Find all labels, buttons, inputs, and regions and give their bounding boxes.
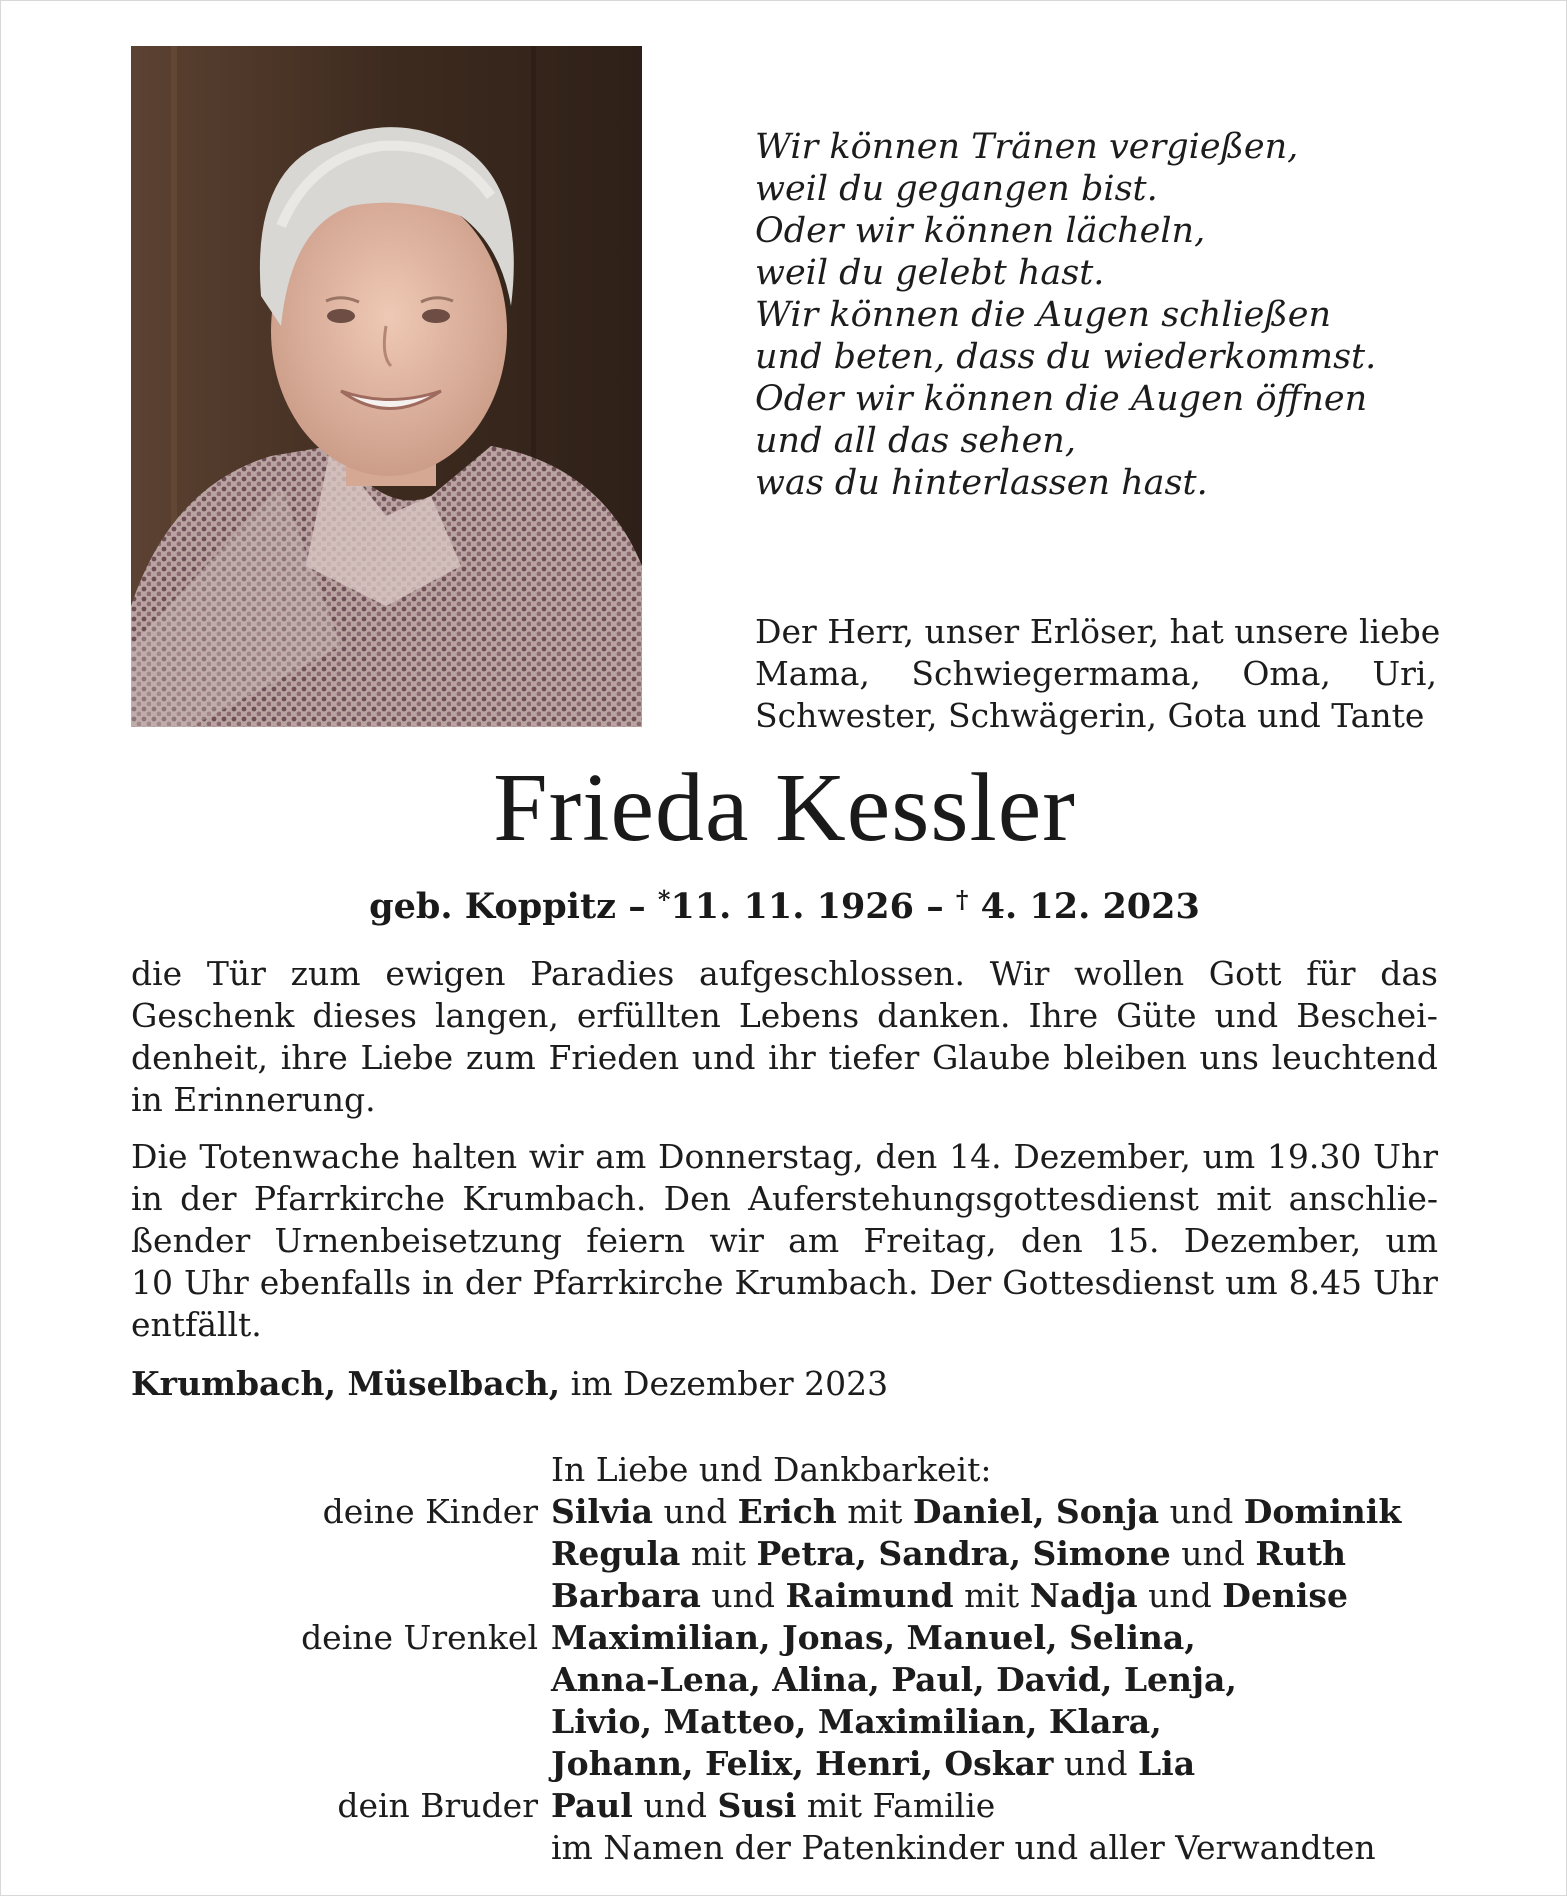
relation-label: deine Kinder [322, 1492, 538, 1531]
place-date [131, 1363, 1438, 1405]
connector: und [700, 1576, 786, 1615]
word: 15. [1107, 1221, 1160, 1260]
word: am [788, 1221, 840, 1260]
intro-text [755, 611, 1441, 737]
word: ihr [768, 1038, 816, 1077]
life-dates [1, 878, 1567, 929]
word: langen, [434, 996, 559, 1035]
word: Dezember, [1013, 1137, 1191, 1176]
paragraph-line [131, 1178, 1438, 1220]
portrait-photo [131, 46, 642, 727]
word: aufgeschlossen. [698, 954, 965, 993]
word: um [1225, 1263, 1278, 1302]
word: Krumbach. [734, 1263, 919, 1302]
word: Uhr [1373, 1263, 1438, 1302]
word: zum [465, 1038, 536, 1077]
word: mit [1216, 1179, 1272, 1218]
deceased-name: Frieda Kessler [493, 754, 1076, 862]
family-name: Petra, Sandra, Simone [756, 1534, 1171, 1573]
word: Liebe [360, 1038, 454, 1077]
word: Geschenk [131, 996, 295, 1035]
paragraph-line [131, 995, 1438, 1037]
word: Totenwache [199, 1137, 400, 1176]
word: 19.30 [1266, 1137, 1362, 1176]
word: leuchtend [1271, 1038, 1438, 1077]
family-row [1, 1617, 1567, 1659]
word: Uhr [183, 1263, 249, 1302]
poem [755, 126, 1515, 504]
family-name: Susi [717, 1786, 797, 1825]
word: Den [663, 1179, 731, 1218]
word: Der [929, 1263, 992, 1302]
birth-symbol: * [657, 885, 671, 914]
word: und [691, 1038, 756, 1077]
death-date: 4. 12. 2023 [968, 886, 1200, 927]
intro-line [755, 653, 1437, 695]
connector: und [1053, 1744, 1138, 1783]
family-name: Lia [1137, 1744, 1196, 1783]
word: die [131, 954, 183, 993]
word: feiern [586, 1221, 686, 1260]
family-names [551, 1491, 1401, 1533]
word: bleiben [1063, 1038, 1187, 1077]
word: Ihre [1028, 996, 1099, 1035]
word: Schwester, Schwägerin, Gota und Tante [755, 696, 1425, 735]
family-name: Barbara [551, 1576, 701, 1615]
death-symbol: † [955, 885, 969, 914]
word: Gottesdienst [1002, 1263, 1215, 1302]
word: Tür [206, 954, 266, 993]
word: wollen [1074, 954, 1185, 993]
word: erfüllten [576, 996, 721, 1035]
birth-date: 11. 11. 1926 [670, 886, 915, 927]
word: Die [131, 1137, 188, 1176]
word: Glaube [932, 1038, 1051, 1077]
family-row [1, 1701, 1567, 1743]
connector: mit [836, 1492, 913, 1531]
poem-line: und beten, dass du wiederkommst. [755, 337, 1377, 377]
word: um [1385, 1221, 1438, 1260]
word: ewigen [385, 954, 506, 993]
word: Beschei- [1296, 996, 1438, 1035]
family-row [1, 1659, 1567, 1701]
word: Güte [1116, 996, 1197, 1035]
word: Freitag, [863, 1221, 997, 1260]
family-name: Regula [551, 1534, 681, 1573]
intro-line [755, 695, 1437, 737]
dates-separator: – [914, 886, 956, 927]
places: Krumbach, Müselbach, [131, 1364, 561, 1403]
word: den [1020, 1221, 1083, 1260]
family-names [551, 1575, 1348, 1617]
word: uns [1199, 1038, 1259, 1077]
connector: und [653, 1492, 738, 1531]
family-row [1, 1785, 1567, 1827]
word: und [1214, 996, 1279, 1035]
word: Auferstehungsgottesdienst [748, 1179, 1199, 1218]
paragraph-line: entfällt. [131, 1305, 262, 1344]
poem-line: Wir können Tränen vergießen, [755, 127, 1299, 167]
family-name: Raimund [785, 1576, 954, 1615]
paragraph-line [131, 1262, 1438, 1304]
word: ßender [131, 1221, 251, 1260]
connector: und [1137, 1576, 1223, 1615]
date: im Dezember 2023 [560, 1364, 889, 1403]
paragraph-life [131, 953, 1438, 1121]
connector: mit [953, 1576, 1030, 1615]
word: dieses [312, 996, 417, 1035]
word: wir [709, 1221, 764, 1260]
word: Uhr [1373, 1137, 1438, 1176]
family-names [551, 1617, 1196, 1659]
word: anschlie- [1288, 1179, 1438, 1218]
word: Paradies [530, 954, 675, 993]
poem-line: Oder wir können lächeln, [755, 211, 1206, 251]
word: Pfarrkirche [253, 1179, 446, 1218]
connector: mit [680, 1534, 757, 1573]
word: für [1306, 954, 1356, 993]
word: 10 [131, 1263, 173, 1302]
family-name: Livio, Matteo, Maximilian, Klara, [551, 1702, 1162, 1741]
family-names [551, 1659, 1237, 1701]
relation-label: dein Bruder [337, 1786, 538, 1825]
word: Der Herr, unser Erlöser, hat unsere liebe [755, 612, 1441, 651]
word: der [464, 1263, 522, 1302]
signature-heading: In Liebe und Dankbarkeit: [551, 1450, 992, 1489]
word: Lebens [738, 996, 860, 1035]
family-name: Johann, Felix, Henri, Oskar [551, 1744, 1054, 1783]
closing-line: im Namen der Patenkinder und aller Verwandten [551, 1828, 1376, 1867]
connector: mit Familie [796, 1786, 996, 1825]
family-name: Maximilian, Jonas, Manuel, Selina, [551, 1618, 1196, 1657]
word: ebenfalls [259, 1263, 412, 1302]
word: um [1202, 1137, 1256, 1176]
word: Urnenbeisetzung [274, 1221, 563, 1260]
family-row [1, 1827, 1567, 1869]
portrait-illustration [131, 46, 642, 727]
poem-line: weil du gelebt hast. [755, 253, 1105, 293]
maiden-name: geb. Koppitz – [369, 886, 658, 927]
poem-line: weil du gegangen bist. [755, 169, 1158, 209]
poem-line: was du hinterlassen hast. [755, 463, 1208, 503]
word: das [1380, 954, 1438, 993]
word: tiefer [828, 1038, 920, 1077]
word: Krumbach. [462, 1179, 647, 1218]
word: Donnerstag, [658, 1137, 864, 1176]
family-name: Denise [1222, 1576, 1348, 1615]
word: ihre [280, 1038, 348, 1077]
word: 14. [949, 1137, 1002, 1176]
word: halten [411, 1137, 518, 1176]
family-row [1, 1491, 1567, 1533]
family-name: Ruth [1255, 1534, 1347, 1573]
word: wir [528, 1137, 584, 1176]
family-names [551, 1785, 995, 1827]
word: danken. [877, 996, 1011, 1035]
relation-label: deine Urenkel [301, 1618, 538, 1657]
paragraph-line [131, 1220, 1438, 1262]
paragraph-funeral [131, 1136, 1438, 1346]
family-name: Daniel, Sonja [912, 1492, 1160, 1531]
word: Dezember, [1183, 1221, 1362, 1260]
word: Oma, [1242, 654, 1331, 693]
family-name: Erich [737, 1492, 837, 1531]
paragraph-line [131, 1136, 1438, 1178]
intro-line [755, 611, 1441, 653]
word: Gott [1208, 954, 1282, 993]
word: Frieden [548, 1038, 680, 1077]
word: denheit, [131, 1038, 268, 1077]
connector: und [632, 1786, 718, 1825]
poem-line: und all das sehen, [755, 421, 1076, 461]
word: Uri, [1372, 654, 1437, 693]
family-row [1, 1743, 1567, 1785]
paragraph-line [131, 953, 1438, 995]
paragraph-line [131, 1037, 1438, 1079]
family-name: Paul [551, 1786, 633, 1825]
word: Pfarrkirche [532, 1263, 724, 1302]
word: Wir [989, 954, 1050, 993]
family-names [551, 1701, 1162, 1743]
word: zum [290, 954, 361, 993]
family-row [1, 1533, 1567, 1575]
family-name: Nadja [1029, 1576, 1138, 1615]
poem-line: Oder wir können die Augen öffnen [755, 379, 1368, 419]
word: den [875, 1137, 938, 1176]
word: in [131, 1179, 163, 1218]
family-row [1, 1575, 1567, 1617]
paragraph-line: in Erinnerung. [131, 1080, 376, 1119]
family-name: Dominik [1243, 1492, 1402, 1531]
family-names [551, 1743, 1195, 1785]
word: Mama, [755, 654, 870, 693]
signature-block [1, 1449, 1567, 1869]
connector: und [1159, 1492, 1244, 1531]
poem-line: Wir können die Augen schließen [755, 295, 1332, 335]
family-name: Silvia [551, 1492, 653, 1531]
word: der [180, 1179, 237, 1218]
family-names [551, 1533, 1346, 1575]
word: Schwiegermama, [911, 654, 1201, 693]
word: am [595, 1137, 647, 1176]
family-name: Anna-Lena, Alina, Paul, David, Lenja, [551, 1660, 1237, 1699]
word: in [422, 1263, 454, 1302]
connector: und [1170, 1534, 1256, 1573]
word: 8.45 [1288, 1263, 1363, 1302]
